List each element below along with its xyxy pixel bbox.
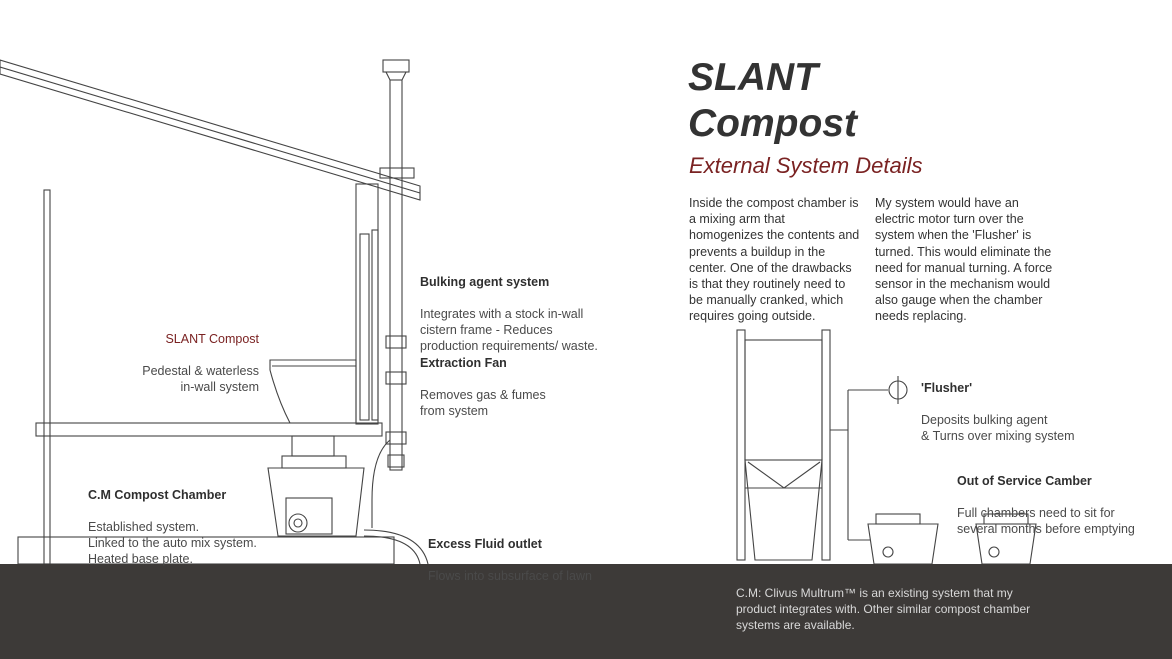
label-slant-body: Pedestal & waterless in-wall system bbox=[142, 364, 259, 394]
label-bulking-title: Bulking agent system bbox=[420, 275, 550, 289]
paragraph-right: My system would have an electric motor turn over the system when the 'Flusher' is turned. This would eliminate the need for manual turning. A force sensor in the mechanism would also gauge when the chamber needs replacing. bbox=[875, 196, 1053, 324]
slant-pedestal bbox=[270, 360, 356, 423]
label-fan-title: Extraction Fan bbox=[420, 356, 507, 370]
label-slant-title: SLANT Compost bbox=[165, 332, 259, 346]
footnote: C.M: Clivus Multrum™ is an existing system that my product integrates with. Other similar compost chamber systems are available. bbox=[736, 586, 1031, 632]
label-out-of-service bbox=[957, 457, 1157, 537]
flusher-connector bbox=[830, 376, 907, 540]
label-flusher-body: Deposits bulking agent & Turns over mixing system bbox=[921, 413, 1075, 443]
label-chamber bbox=[88, 471, 288, 567]
paragraph-left: Inside the compost chamber is a mixing arm that homogenizes the contents and prevents a buildup in the center. One of the drawbacks is that they routinely need to be manually cranked, which requires going outside. bbox=[689, 196, 860, 324]
slant-frame-side bbox=[737, 330, 830, 560]
label-slant-compost bbox=[128, 315, 259, 395]
label-fluid-title: Excess Fluid outlet bbox=[428, 537, 542, 551]
label-chamber-body: Established system. Linked to the auto mix system. Heated base plate. bbox=[88, 520, 257, 566]
label-fan-body: Removes gas & fumes from system bbox=[420, 388, 546, 418]
label-oos-body: Full chambers need to sit for several months before emptying bbox=[957, 506, 1135, 536]
small-chamber-1 bbox=[868, 514, 938, 564]
title-line-1: SLANT bbox=[688, 56, 818, 99]
label-oos-title: Out of Service Camber bbox=[957, 474, 1092, 488]
label-bulking-body: Integrates with a stock in-wall cistern frame - Reduces production requirements/ waste. bbox=[420, 307, 598, 353]
page-title bbox=[688, 55, 857, 147]
page-subtitle: External System Details bbox=[689, 153, 923, 178]
label-fluid bbox=[428, 520, 628, 584]
label-fan bbox=[420, 339, 620, 419]
title-line-2: Compost bbox=[688, 102, 857, 145]
label-chamber-title: C.M Compost Chamber bbox=[88, 488, 227, 502]
label-fluid-body: Flows into subsurface of lawn bbox=[428, 569, 592, 583]
label-flusher bbox=[921, 364, 1121, 444]
label-flusher-title: 'Flusher' bbox=[921, 381, 973, 395]
